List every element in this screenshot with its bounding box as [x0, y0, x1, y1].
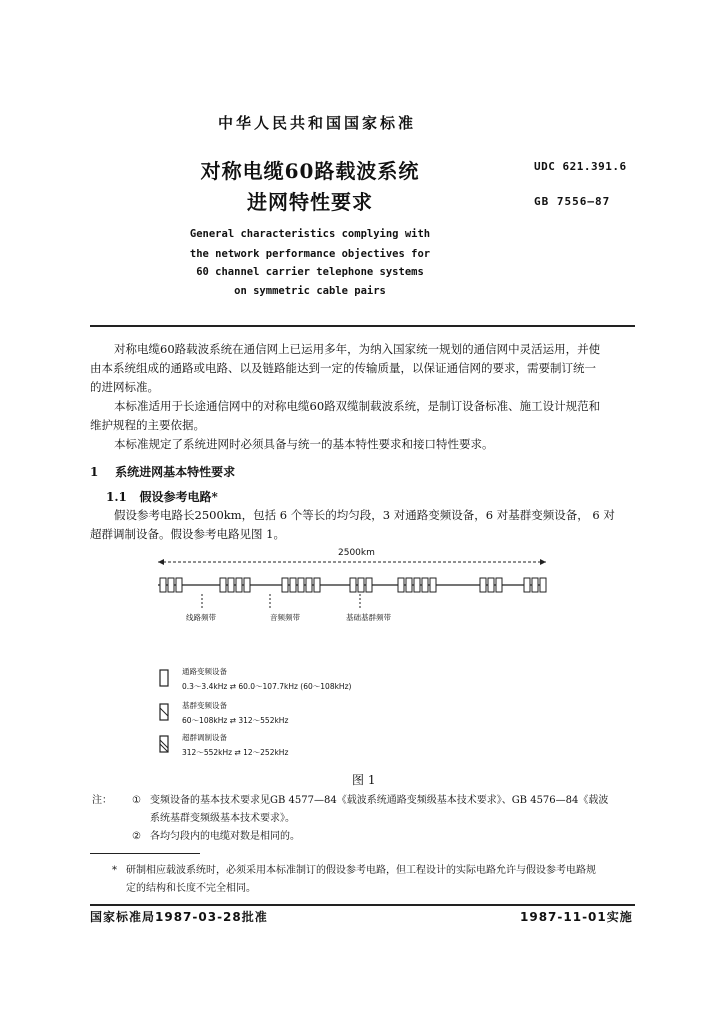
notes-prefix: 注： [92, 795, 112, 806]
footnote-text [126, 862, 636, 898]
note-2-text: 各均匀段内的电缆对数是相同的。 [150, 831, 300, 842]
note-2-mark: ② [132, 831, 141, 842]
equipment-box [496, 578, 502, 592]
group-equipment-icon [158, 702, 172, 722]
document-title-line1: 对称电缆60路载波系统 [200, 159, 420, 183]
note-1-text [150, 792, 640, 828]
equipment-box [168, 578, 174, 592]
equipment-box [430, 578, 436, 592]
document-title-line2: 进网特性要求 [247, 190, 373, 214]
section-number: 1 [90, 465, 99, 479]
equipment-box [350, 578, 356, 592]
intro-paragraph-2 [90, 397, 635, 435]
legend-item-2-name: 基群变频设备 [182, 701, 227, 710]
intro-paragraph-3: 本标准规定了系统进网时必须具备与统一的基本特性要求和接口特性要求。 [114, 437, 494, 451]
english-title-line4: on symmetric cable pairs [234, 285, 386, 297]
audio-band-label: 音频频带 [270, 613, 300, 622]
legend-item-3-detail: 312～552kHz ⇄ 12～252kHz [182, 748, 289, 757]
gb-number: GB 7556—87 [534, 195, 611, 208]
intro-p2-line2: 维护规程的主要依据。 [90, 418, 205, 432]
note-1-mark: ① [132, 795, 141, 806]
supergroup-equipment-icon [158, 734, 172, 754]
equipment-box [414, 578, 420, 592]
footnote-line1: 研制相应载波系统时，必须采用本标准制订的假设参考电路，但工程设计的实际电路允许与假设参考电路规 [126, 865, 596, 876]
legend-item-2-detail: 60～108kHz ⇄ 312～552kHz [182, 716, 289, 725]
equipment-box [422, 578, 428, 592]
section-1-1-line2: 超群调制设备。假设参考电路见图 1。 [90, 527, 285, 541]
english-title-line1: General characteristics complying with [189, 228, 431, 240]
section-1-1-text [90, 506, 635, 544]
figure-caption: 图 1 [352, 773, 376, 787]
equipment-box [236, 578, 242, 592]
section-1-1-line1: 假设参考电路长2500km，包括 6 个等长的均匀段，3 对通路变频设备，6 对基群变频设备， 6 对 [114, 508, 615, 522]
equipment-box [228, 578, 234, 592]
equipment-box [314, 578, 320, 592]
legend-item-1-detail: 0.3～3.4kHz ⇄ 60.0～107.7kHz (60～108kHz) [182, 682, 352, 691]
equipment-box [160, 578, 166, 592]
equipment-box [282, 578, 288, 592]
bottom-rule [90, 904, 635, 906]
note-1-line1: 变频设备的基本技术要求见GB 4577—84《载波系统通路变频级基本技术要求》、GB 4576—84《载波 [150, 795, 609, 806]
circuit-length-label: 2500km [338, 548, 375, 558]
nation-standard-title: 中华人民共和国国家标准 [217, 114, 416, 132]
header-rule [90, 325, 635, 327]
equipment-box [366, 578, 372, 592]
subsection-1-1-heading [106, 488, 218, 505]
udc-code: UDC 621.391.6 [534, 160, 627, 173]
intro-paragraph-1 [90, 340, 635, 397]
section-1-heading [90, 463, 235, 480]
equipment-box [306, 578, 312, 592]
legend-item-3-name: 超群调制设备 [182, 733, 227, 742]
equipment-box [298, 578, 304, 592]
footnote-line2: 定的结构和长度不完全相同。 [126, 883, 256, 894]
equipment-box [358, 578, 364, 592]
intro-p2-line1: 本标准适用于长途通信网中的对称电缆60路双缆制载波系统，是制订设备标准、施工设计规范和 [114, 399, 601, 413]
reference-circuit-diagram [150, 552, 560, 612]
english-title-line2: the network performance objectives for [189, 248, 431, 260]
footnote-rule [90, 853, 200, 854]
channel-equipment-icon [158, 668, 172, 688]
equipment-box [532, 578, 538, 592]
equipment-box [176, 578, 182, 592]
subsection-number: 1.1 [106, 490, 127, 504]
equipment-box [480, 578, 486, 592]
equipment-box [290, 578, 296, 592]
intro-p1-line2: 由本系统组成的通路或电路、以及链路能达到一定的传输质量，以保证通信网的要求，需要制订统一 [90, 361, 596, 375]
dimension-arrow-right [540, 559, 546, 565]
equipment-box [488, 578, 494, 592]
line-band-label: 线路频带 [186, 613, 216, 622]
equipment-box [244, 578, 250, 592]
subsection-title: 假设参考电路* [139, 490, 218, 504]
effective-date: 1987-11-01实施 [520, 910, 633, 924]
equipment-box [406, 578, 412, 592]
intro-p1-line1: 对称电缆60路载波系统在通信网上已运用多年，为纳入国家统一规划的通信网中灵活运用，并使 [114, 342, 601, 356]
equipment-box [220, 578, 226, 592]
note-1-line2: 系统基群变频级基本技术要求》。 [150, 813, 295, 824]
approval-date: 国家标准局1987-03-28批准 [90, 910, 268, 924]
equipment-box [398, 578, 404, 592]
section-title: 系统进网基本特性要求 [115, 465, 236, 479]
footnote-mark: * [112, 865, 117, 876]
equipment-box [524, 578, 530, 592]
equipment-box [540, 578, 546, 592]
base-group-label: 基础基群频带 [346, 613, 391, 622]
dimension-arrow-left [158, 559, 164, 565]
legend-item-1-name: 通路变频设备 [182, 667, 227, 676]
english-title-line3: 60 channel carrier telephone systems [196, 266, 424, 278]
intro-p1-line3: 的进网标准。 [90, 380, 159, 394]
